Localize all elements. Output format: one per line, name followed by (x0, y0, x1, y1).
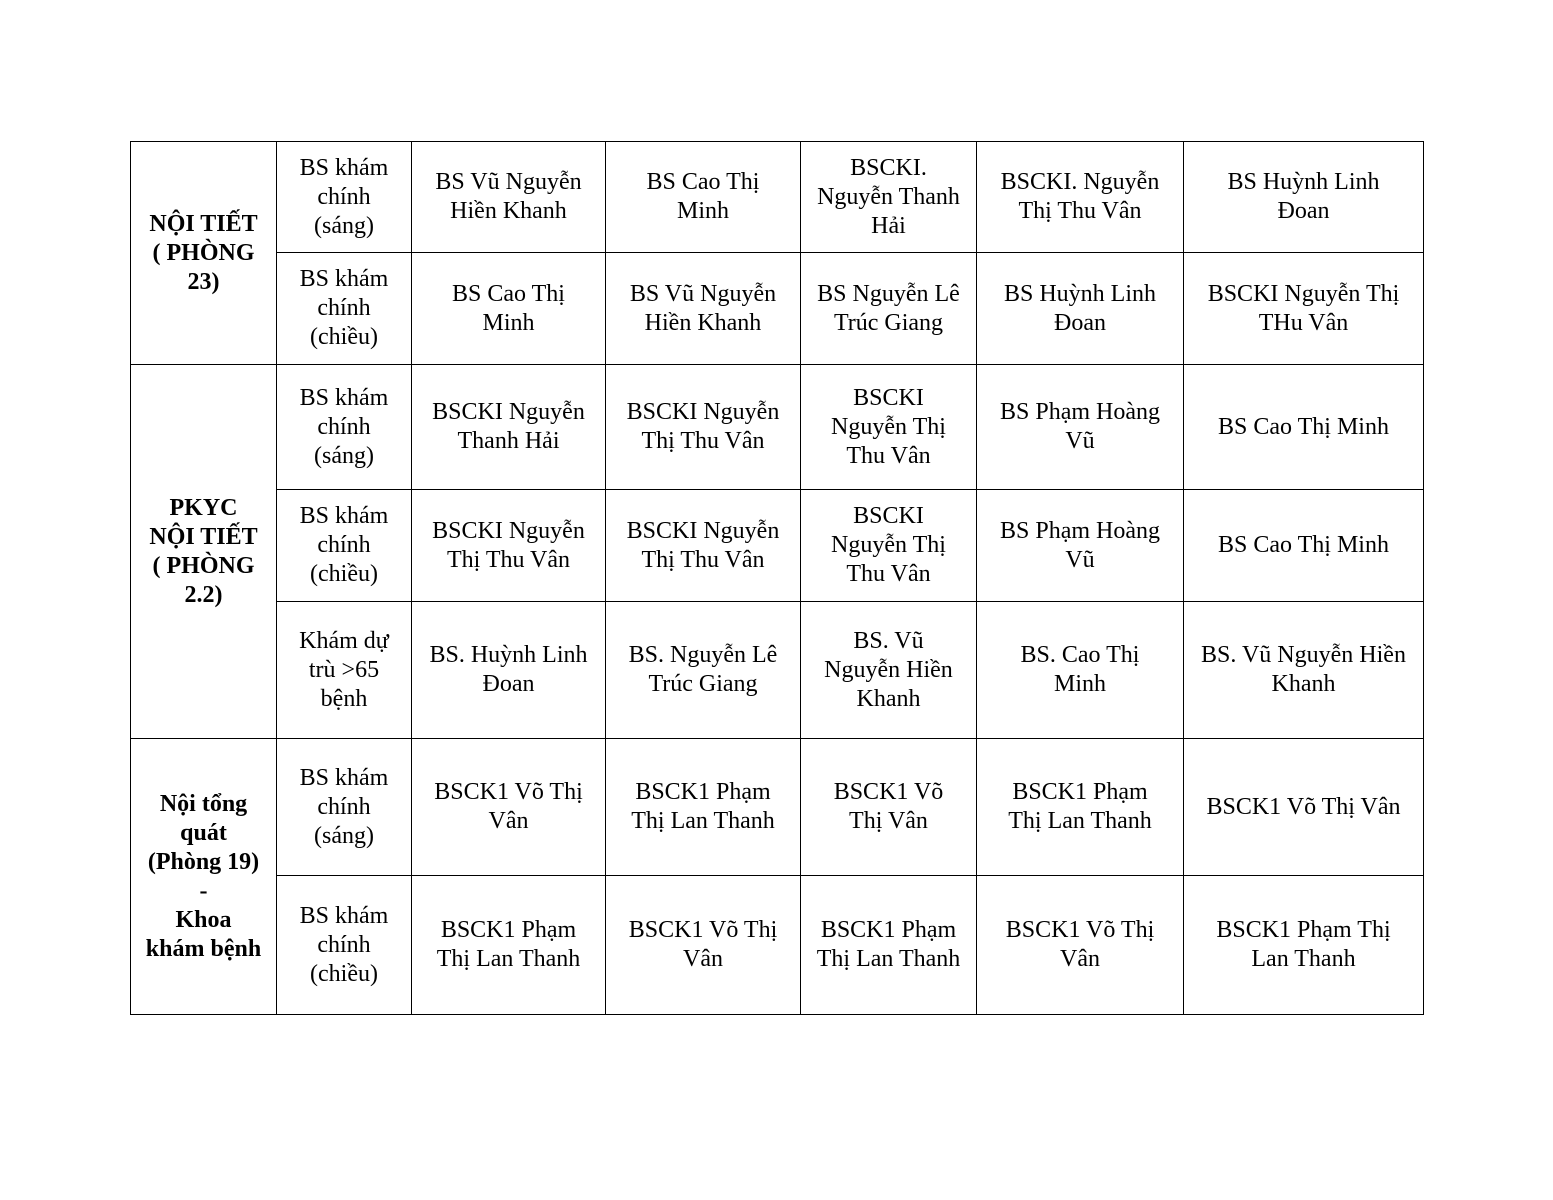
doctor-name: BS Vũ Nguyễn Hiền Khanh (435, 169, 582, 224)
table-row (131, 876, 1424, 1015)
doctor-name: BSCK1 Phạm Thị Lan Thanh (1008, 779, 1152, 834)
doctor-cell (1184, 602, 1424, 739)
department-cell (131, 365, 277, 739)
shift-cell (277, 739, 412, 876)
doctor-cell (1184, 876, 1424, 1015)
doctor-schedule-table (130, 141, 1424, 1015)
table-row (131, 739, 1424, 876)
department-cell (131, 142, 277, 365)
doctor-cell (977, 365, 1184, 490)
doctor-cell (801, 365, 977, 490)
table-row (131, 253, 1424, 365)
doctor-name: BS Cao Thị Minh (452, 280, 565, 336)
table-row (131, 490, 1424, 602)
doctor-name: BS. Vũ Nguyễn Hiền Khanh (1201, 642, 1406, 697)
doctor-cell (606, 142, 801, 253)
department-name: NỘI TIẾT ( PHÒNG 23) (149, 210, 258, 295)
doctor-name: BSCK1 Võ Thị Vân (434, 779, 583, 834)
doctor-name: BS Huỳnh Linh Đoan (1003, 280, 1156, 336)
doctor-cell (801, 876, 977, 1015)
doctor-cell (412, 253, 606, 365)
doctor-name: BS Cao Thị Minh (1218, 413, 1389, 440)
doctor-name: BSCKI. Nguyễn Thị Thu Vân (1000, 169, 1160, 224)
doctor-name: BSCK1 Phạm Thị Lan Thanh (631, 779, 775, 834)
doctor-cell (801, 602, 977, 739)
doctor-name: BSCKI Nguyễn Thị Thu Vân (626, 399, 780, 454)
doctor-cell (1184, 739, 1424, 876)
shift-cell (277, 602, 412, 739)
doctor-name: BSCKI Nguyễn Thị Thu Vân (831, 503, 946, 587)
department-cell (131, 739, 277, 1015)
shift-cell (277, 365, 412, 490)
doctor-cell (977, 876, 1184, 1015)
doctor-cell (1184, 490, 1424, 602)
doctor-cell (412, 365, 606, 490)
doctor-name: BSCK1 Võ Thị Vân (628, 917, 778, 972)
doctor-name: BSCK1 Võ Thị Vân (1206, 793, 1401, 820)
shift-label: BS khám chính (sáng) (299, 764, 389, 849)
table-row (131, 142, 1424, 253)
doctor-cell (412, 490, 606, 602)
doctor-cell (801, 253, 977, 365)
doctor-name: BSCKI. Nguyễn Thanh Hải (817, 154, 960, 239)
doctor-name: BS. Huỳnh Linh Đoan (429, 642, 588, 697)
doctor-cell (801, 142, 977, 253)
department-name: Nội tổng quát (Phòng 19) - Khoa khám bệnh (145, 790, 262, 962)
shift-label: BS khám chính (chiều) (299, 902, 389, 987)
doctor-cell (801, 490, 977, 602)
shift-label: BS khám chính (chiều) (299, 503, 389, 587)
doctor-cell (606, 602, 801, 739)
department-name: PKYC NỘI TIẾT ( PHÒNG 2.2) (149, 494, 258, 608)
doctor-name: BS Cao Thị Minh (1218, 532, 1389, 558)
doctor-name: BS. Cao Thị Minh (1020, 642, 1140, 697)
doctor-name: BS. Nguyễn Lê Trúc Giang (628, 642, 778, 697)
doctor-name: BS. Vũ Nguyễn Hiền Khanh (824, 627, 953, 712)
doctor-cell (606, 739, 801, 876)
shift-cell (277, 490, 412, 602)
doctor-name: BSCK1 Võ Thị Vân (833, 779, 944, 834)
shift-label: BS khám chính (sáng) (299, 384, 389, 469)
doctor-cell (977, 602, 1184, 739)
doctor-name: BSCK1 Phạm Thị Lan Thanh (1216, 917, 1391, 972)
doctor-cell (412, 602, 606, 739)
doctor-cell (606, 490, 801, 602)
doctor-name: BS Cao Thị Minh (646, 169, 760, 224)
shift-cell (277, 142, 412, 253)
doctor-name: BSCKI Nguyễn Thị THu Vân (1207, 280, 1400, 336)
doctor-cell (412, 876, 606, 1015)
doctor-cell (1184, 365, 1424, 490)
doctor-cell (606, 253, 801, 365)
doctor-name: BSCK1 Võ Thị Vân (1005, 917, 1155, 972)
doctor-cell (977, 142, 1184, 253)
doctor-cell (1184, 253, 1424, 365)
doctor-name: BSCK1 Phạm Thị Lan Thanh (816, 917, 961, 972)
doctor-name: BS Vũ Nguyễn Hiền Khanh (629, 280, 777, 336)
table-row (131, 365, 1424, 490)
doctor-cell (801, 739, 977, 876)
doctor-name: BSCKI Nguyễn Thị Thu Vân (432, 517, 585, 573)
doctor-name: BS Huỳnh Linh Đoan (1227, 169, 1380, 224)
doctor-cell (412, 142, 606, 253)
doctor-cell (1184, 142, 1424, 253)
doctor-name: BSCKI Nguyễn Thanh Hải (432, 399, 585, 454)
shift-label: BS khám chính (chiều) (299, 266, 389, 350)
shift-label: Khám dự trù >65 bệnh (299, 627, 389, 712)
doctor-name: BSCK1 Phạm Thị Lan Thanh (436, 917, 581, 972)
doctor-name: BS Phạm Hoàng Vũ (999, 399, 1160, 454)
doctor-name: BSCKI Nguyễn Thị Thu Vân (626, 517, 780, 573)
shift-cell (277, 876, 412, 1015)
doctor-cell (977, 490, 1184, 602)
doctor-name: BS Nguyễn Lê Trúc Giang (817, 280, 960, 336)
shift-label: BS khám chính (sáng) (299, 154, 389, 239)
doctor-name: BSCKI Nguyễn Thị Thu Vân (831, 384, 946, 469)
shift-cell (277, 253, 412, 365)
doctor-name: BS Phạm Hoàng Vũ (999, 517, 1160, 573)
doctor-cell (977, 253, 1184, 365)
doctor-cell (977, 739, 1184, 876)
doctor-cell (606, 876, 801, 1015)
table-row (131, 602, 1424, 739)
doctor-cell (606, 365, 801, 490)
doctor-cell (412, 739, 606, 876)
